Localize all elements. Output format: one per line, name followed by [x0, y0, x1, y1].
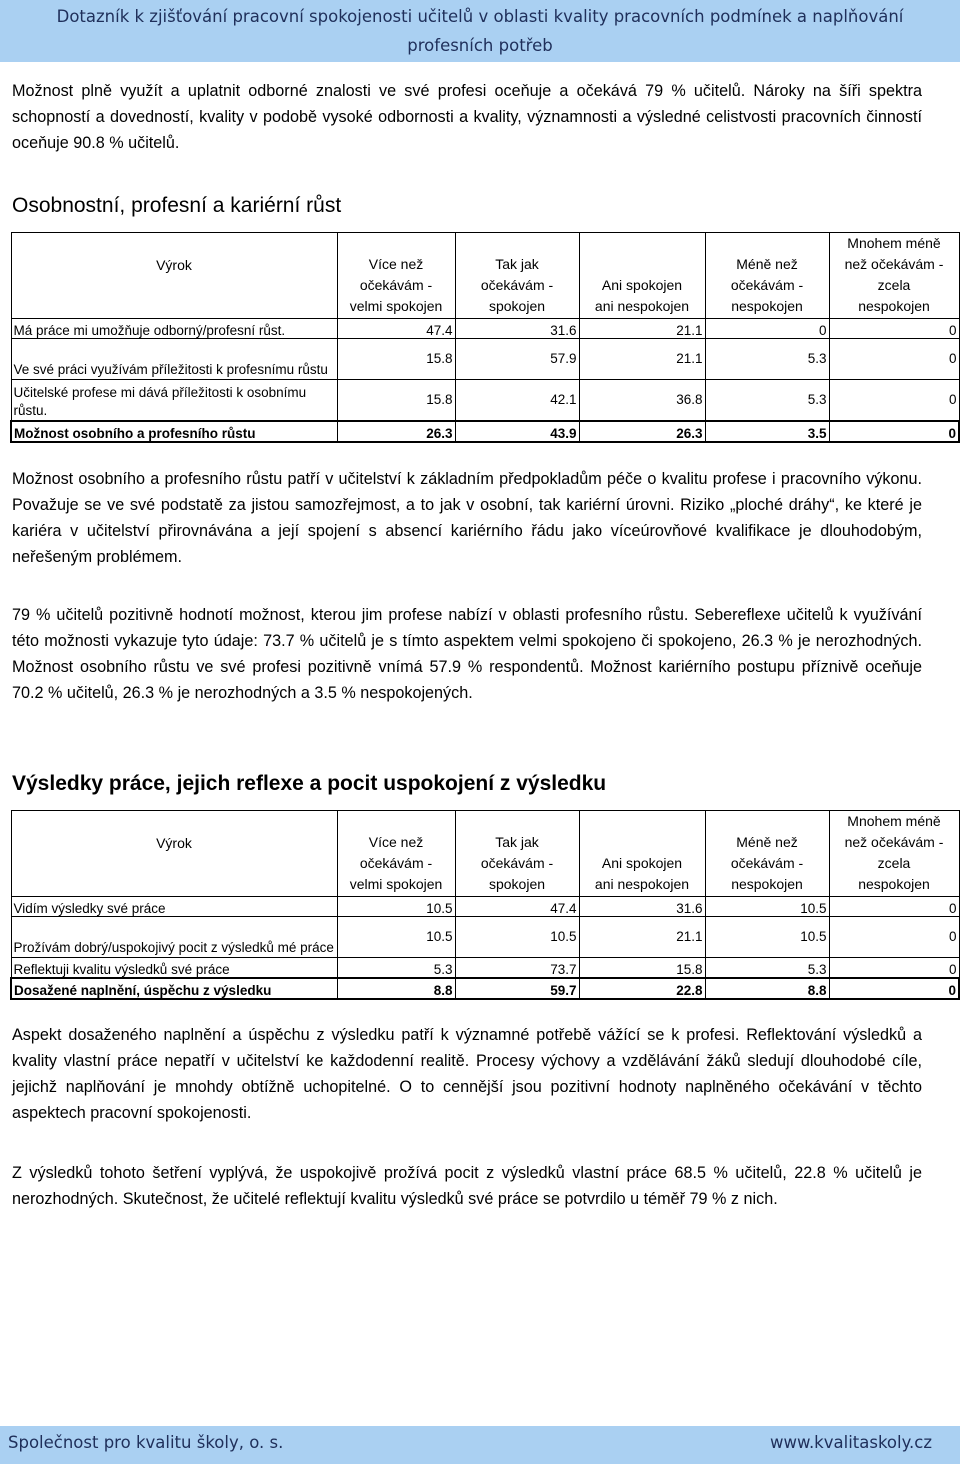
- cell-value: 15.8: [579, 958, 705, 979]
- section1-paragraph-1: Možnost osobního a profesního růstu patří v učitelství k základním předpokladům péče o kvalitu profese i pracovního výkonu. Považuje se ve své podstatě za jistou samozřejmost, a to jak v osobní, tak kariérní úrovni. Riziko „ploché dráhy“, ke které je kariéra v učitelství přirovnávána a její spojení s absencí kariérního řádu jako víceúrovňové kvalifikace je dlouhodobým, neřešeným problémem.: [12, 470, 922, 566]
- col-more-than-expected: [337, 233, 455, 319]
- section1-title: Osobnostní, profesní a kariérní růst: [12, 194, 342, 217]
- cell-value: 10.5: [705, 917, 829, 958]
- col-label-line: Více než: [368, 256, 424, 272]
- cell-value: 26.3: [579, 421, 705, 442]
- col-much-less-than-expected: [829, 811, 959, 897]
- col-much-less-than-expected: [829, 233, 959, 319]
- section1-paragraph-2: 79 % učitelů pozitivně hodnotí možnost, kterou jim profese nabízí v oblasti profesního růstu. Sebereflexe učitelů k využívání této možnosti vykazuje tyto údaje: 73.7 % učitelů je s tímto aspektem velmi spokojeno či spokojeno, 26.3 % je nerozhodných. Možnost osobního růstu ve své profesi pozitivně vnímá 57.9 % respondentů. Možnost kariérního postupu příznivě oceňuje 70.2 % učitelů, 26.3 % je nerozhodných a 3.5 % nespokojených.: [12, 606, 922, 702]
- row-label: Ve své práci využívám příležitosti k profesnímu růstu: [11, 339, 337, 380]
- cell-value: 8.8: [705, 978, 829, 999]
- table-row: [11, 380, 959, 422]
- cell-value: 73.7: [455, 958, 579, 979]
- row-label: Má práce mi umožňuje odborný/profesní růst.: [11, 319, 337, 339]
- cell-value: 5.3: [705, 380, 829, 422]
- col-label-line: Méně než: [736, 256, 798, 272]
- col-label-line: nespokojen: [858, 298, 930, 314]
- cell-value: 21.1: [579, 917, 705, 958]
- col-label-line: spokojen: [488, 876, 546, 892]
- col-label-line: velmi spokojen: [349, 298, 443, 314]
- cell-value: 0: [705, 319, 829, 339]
- col-neutral: [579, 233, 705, 319]
- col-less-than-expected: [705, 811, 829, 897]
- row-label: Možnost osobního a profesního růstu: [11, 421, 337, 442]
- col-vyrok: Výrok: [11, 233, 337, 319]
- cell-value: 0: [829, 978, 959, 999]
- cell-value: 10.5: [455, 917, 579, 958]
- cell-value: 26.3: [337, 421, 455, 442]
- cell-value: 59.7: [455, 978, 579, 999]
- cell-value: 15.8: [337, 339, 455, 380]
- row-label: Vidím výsledky své práce: [11, 897, 337, 917]
- row-label: Dosažené naplnění, úspěchu z výsledku: [11, 978, 337, 999]
- cell-value: 0: [829, 339, 959, 380]
- page-footer: [0, 1426, 960, 1464]
- col-less-than-expected: [705, 233, 829, 319]
- col-vyrok: Výrok: [11, 811, 337, 897]
- section2-title: Výsledky práce, jejich reflexe a pocit uspokojení z výsledku: [12, 772, 607, 795]
- col-more-than-expected: [337, 811, 455, 897]
- cell-value: 57.9: [455, 339, 579, 380]
- cell-value: 47.4: [455, 897, 579, 917]
- section2-paragraph-1: Aspekt dosaženého naplnění a úspěchu z výsledku patří k významné potřebě vážící se k profesi. Reflektování výsledků a kvality vlastní práce nepatří v učitelství ke každodenní realitě. Procesy výchovy a vzdělávání žáků sledují dlouhodobé cíle, jejichž naplňování je mnohdy obtížně uchopitelné. O to cennější jsou pozitivní hodnoty naplněného očekávání v těchto aspektech pracovní spokojenosti.: [12, 1026, 922, 1122]
- table-row: [11, 319, 959, 339]
- cell-value: 36.8: [579, 380, 705, 422]
- cell-value: 5.3: [337, 958, 455, 979]
- table-summary-row: [11, 978, 959, 999]
- cell-value: 21.1: [579, 319, 705, 339]
- col-label-line: Méně než: [736, 834, 798, 850]
- cell-value: 10.5: [337, 897, 455, 917]
- col-label-line: očekávám -: [359, 855, 433, 871]
- cell-value: 15.8: [337, 380, 455, 422]
- col-label-line: Tak jak: [495, 256, 539, 272]
- col-label-line: nespokojen: [731, 298, 803, 314]
- col-label-line: Mnohem méně: [847, 235, 941, 251]
- col-label-line: ani nespokojen: [594, 876, 690, 892]
- col-label-line: ani nespokojen: [594, 298, 690, 314]
- row-label: Reflektuji kvalitu výsledků své práce: [11, 958, 337, 979]
- table-row: [11, 339, 959, 380]
- footer-organization: Společnost pro kvalitu školy, o. s.: [8, 1433, 284, 1452]
- page-header: [0, 0, 960, 62]
- table-row: [11, 958, 959, 979]
- cell-value: 5.3: [705, 958, 829, 979]
- header-line-2: profesních potřeb: [407, 36, 553, 55]
- col-label-line: Více než: [368, 834, 424, 850]
- col-label-line: nespokojen: [731, 876, 803, 892]
- cell-value: 31.6: [579, 897, 705, 917]
- cell-value: 8.8: [337, 978, 455, 999]
- cell-value: 22.8: [579, 978, 705, 999]
- table-row: [11, 897, 959, 917]
- section2-paragraph-2: Z výsledků tohoto šetření vyplývá, že uspokojivě prožívá pocit z výsledků vlastní práce 68.5 % učitelů, 22.8 % učitelů je nerozhodných. Skutečnost, že učitelé reflektují kvalitu výsledků své práce se potvrdilo u téměř 79 % z nich.: [12, 1164, 922, 1208]
- col-label-line: Ani spokojen: [601, 277, 683, 293]
- col-label-line: zcela: [877, 277, 911, 293]
- col-as-expected: [455, 233, 579, 319]
- cell-value: 43.9: [455, 421, 579, 442]
- cell-value: 31.6: [455, 319, 579, 339]
- col-label-line: Mnohem méně: [847, 813, 941, 829]
- row-label: Učitelské profese mi dává příležitosti k osobnímu růstu.: [11, 380, 337, 422]
- col-as-expected: [455, 811, 579, 897]
- intro-paragraph: Možnost plně využít a uplatnit odborné znalosti ve své profesi oceňuje a očekává 79 % učitelů. Nároky na šíři spektra schopností a dovedností, kvality v podobě vysoké odbornosti a kvality, významnosti a výsledné celistvosti pracovních činností oceňuje 90.8 % učitelů.: [12, 82, 922, 152]
- cell-value: 0: [829, 897, 959, 917]
- col-label-line: spokojen: [488, 298, 546, 314]
- cell-value: 0: [829, 380, 959, 422]
- col-label-line: než očekávám -: [844, 256, 944, 272]
- cell-value: 0: [829, 421, 959, 442]
- col-label-line: očekávám -: [730, 277, 804, 293]
- col-neutral: [579, 811, 705, 897]
- cell-value: 10.5: [337, 917, 455, 958]
- row-label: Prožívám dobrý/uspokojivý pocit z výsledků mé práce: [11, 917, 337, 958]
- table-results: [10, 810, 960, 1000]
- cell-value: 3.5: [705, 421, 829, 442]
- table-summary-row: [11, 421, 959, 442]
- col-label-line: očekávám -: [480, 277, 554, 293]
- table-growth: [10, 232, 960, 443]
- col-label-line: zcela: [877, 855, 911, 871]
- col-label-line: nespokojen: [858, 876, 930, 892]
- col-label-line: velmi spokojen: [349, 876, 443, 892]
- col-label-line: očekávám -: [480, 855, 554, 871]
- footer-website-link[interactable]: www.kvalitaskoly.cz: [769, 1433, 932, 1452]
- cell-value: 42.1: [455, 380, 579, 422]
- col-label-line: Tak jak: [495, 834, 539, 850]
- table-row: [11, 917, 959, 958]
- cell-value: 5.3: [705, 339, 829, 380]
- col-label-line: než očekávám -: [844, 834, 944, 850]
- col-label-line: Ani spokojen: [601, 855, 683, 871]
- col-label-line: očekávám -: [730, 855, 804, 871]
- cell-value: 0: [829, 917, 959, 958]
- cell-value: 0: [829, 958, 959, 979]
- cell-value: 21.1: [579, 339, 705, 380]
- header-line-1: Dotazník k zjišťování pracovní spokojenosti učitelů v oblasti kvality pracovních podmínek a naplňování: [56, 7, 904, 26]
- cell-value: 47.4: [337, 319, 455, 339]
- col-label-line: očekávám -: [359, 277, 433, 293]
- cell-value: 10.5: [705, 897, 829, 917]
- cell-value: 0: [829, 319, 959, 339]
